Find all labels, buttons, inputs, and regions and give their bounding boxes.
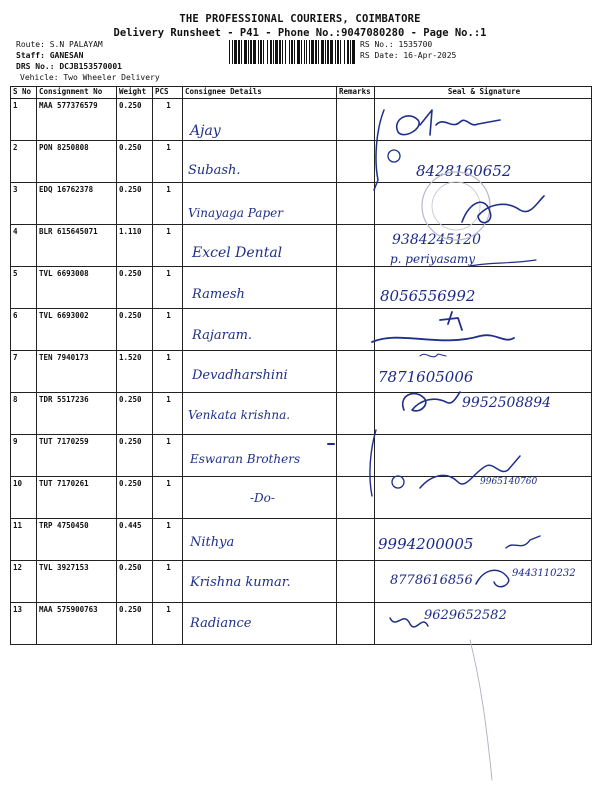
signature-scribble	[420, 456, 520, 488]
sno-cell: 9	[11, 435, 37, 477]
pcs-cell: 1	[153, 603, 183, 645]
handwritten-consignee: Excel Dental	[192, 245, 283, 261]
consignment-cell: MAA 575900763	[37, 603, 117, 645]
handwritten-phone: 8778616856	[390, 573, 473, 588]
circled-mark	[392, 476, 404, 488]
handwritten-phone: 9384245120	[392, 232, 482, 248]
col-weight: Weight	[117, 87, 153, 99]
handwritten-consignee: Vinayaga Paper	[188, 206, 283, 220]
handwritten-consignee: Ajay	[190, 123, 221, 139]
handwritten-phone: 7871605006	[378, 368, 474, 386]
handwritten-phone: 8428160652	[416, 162, 512, 180]
consignment-cell: TVL 6693002	[37, 309, 117, 351]
handwritten-phone: 9443110232	[512, 568, 576, 579]
sno-cell: 1	[11, 99, 37, 141]
sno-cell: 12	[11, 561, 37, 603]
pcs-cell: 1	[153, 309, 183, 351]
pcs-cell: 1	[153, 99, 183, 141]
sno-cell: 5	[11, 267, 37, 309]
weight-cell: 0.250	[117, 393, 153, 435]
pcs-cell: 1	[153, 183, 183, 225]
handwritten-consignee: Radiance	[190, 616, 252, 631]
pcs-cell: 1	[153, 141, 183, 183]
pcs-cell: 1	[153, 477, 183, 519]
consignment-cell: PON 8250808	[37, 141, 117, 183]
consignment-cell: TEN 7940173	[37, 351, 117, 393]
col-sno: S No	[11, 87, 37, 99]
sno-cell: 3	[11, 183, 37, 225]
handwritten-consignee: Rajaram.	[192, 328, 253, 343]
handwritten-phone: 9994200005	[378, 535, 474, 553]
handwritten-phone: 9952508894	[462, 395, 552, 411]
handwritten-consignee: Ramesh	[192, 287, 245, 302]
col-seal-signature: Seal & Signature	[375, 87, 592, 99]
weight-cell: 0.250	[117, 141, 153, 183]
handwritten-phone: 8056556992	[380, 287, 476, 305]
handwritten-consignee: Eswaran Brothers	[190, 452, 301, 466]
pcs-cell: 1	[153, 561, 183, 603]
handwritten-consignee: Krishna kumar.	[190, 575, 291, 590]
weight-cell: 0.250	[117, 561, 153, 603]
vehicle-label: Vehicle: Two Wheeler Delivery	[20, 73, 160, 82]
company-title: THE PROFESSIONAL COURIERS, COIMBATORE	[179, 13, 421, 25]
consignment-cell: TRP 4750450	[37, 519, 117, 561]
sno-cell: 8	[11, 393, 37, 435]
weight-cell: 0.250	[117, 267, 153, 309]
runsheet-subtitle: Delivery Runsheet - P41 - Phone No.:9047080280 - Page No.:1	[113, 27, 487, 39]
handwritten-consignee: Venkata krishna.	[188, 408, 291, 422]
pcs-cell: 1	[153, 435, 183, 477]
weight-cell: 0.250	[117, 603, 153, 645]
weight-cell: 1.520	[117, 351, 153, 393]
drs-number: DRS No.: DCJB153570001	[16, 62, 122, 71]
signature-scribble	[476, 570, 509, 586]
consignment-cell: MAA 577376579	[37, 99, 117, 141]
signature-bracket	[374, 110, 384, 190]
signature-bracket	[370, 430, 376, 496]
route-label: Route: S.N PALAYAM	[16, 40, 103, 49]
col-pcs: PCS	[153, 87, 183, 99]
sno-cell: 2	[11, 141, 37, 183]
consignment-cell: TUT 7170259	[37, 435, 117, 477]
weight-cell: 0.445	[117, 519, 153, 561]
pcs-cell: 1	[153, 225, 183, 267]
pcs-cell: 1	[153, 519, 183, 561]
sno-cell: 13	[11, 603, 37, 645]
signature-scribble	[403, 392, 460, 411]
handwritten-consignee: Devadharshini	[192, 368, 288, 383]
consignment-cell: TVL 3927153	[37, 561, 117, 603]
pcs-cell: 1	[153, 393, 183, 435]
rs-number: RS No.: 1535700	[360, 40, 433, 49]
signature-scribble	[372, 312, 514, 342]
weight-cell: 0.250	[117, 477, 153, 519]
sno-cell: 10	[11, 477, 37, 519]
handwritten-name: p. periyasamy	[390, 252, 476, 266]
handwritten-phone: 9965140760	[480, 477, 538, 487]
sno-cell: 11	[11, 519, 37, 561]
sno-cell: 7	[11, 351, 37, 393]
signature-scribble	[397, 110, 500, 135]
circled-mark	[388, 150, 400, 162]
weight-cell: 0.250	[117, 183, 153, 225]
handwritten-consignee: Nithya	[190, 535, 235, 550]
handwritten-phone: 9629652582	[424, 608, 507, 623]
pcs-cell: 1	[153, 267, 183, 309]
weight-cell: 1.110	[117, 225, 153, 267]
rs-date: RS Date: 16-Apr-2025	[360, 51, 457, 60]
handwritten-consignee: -Do-	[250, 491, 275, 505]
weight-cell: 0.250	[117, 99, 153, 141]
consignment-cell: TVL 6693008	[37, 267, 117, 309]
signature-scribble	[462, 196, 544, 223]
staff-label: Staff: GANESAN	[16, 51, 84, 60]
consignment-cell: EDQ 16762378	[37, 183, 117, 225]
weight-cell: 0.250	[117, 309, 153, 351]
col-consignee: Consignee Details	[183, 87, 337, 99]
handwritten-consignee: Subash.	[188, 163, 241, 178]
consignment-cell: TUT 7170261	[37, 477, 117, 519]
consignment-cell: BLR 615645071	[37, 225, 117, 267]
pcs-cell: 1	[153, 351, 183, 393]
sno-cell: 6	[11, 309, 37, 351]
sno-cell: 4	[11, 225, 37, 267]
consignment-cell: TDR 5517236	[37, 393, 117, 435]
signature-scribble	[390, 618, 428, 627]
col-remarks: Remarks	[337, 87, 375, 99]
col-consignment: Consignment No	[37, 87, 117, 99]
weight-cell: 0.250	[117, 435, 153, 477]
